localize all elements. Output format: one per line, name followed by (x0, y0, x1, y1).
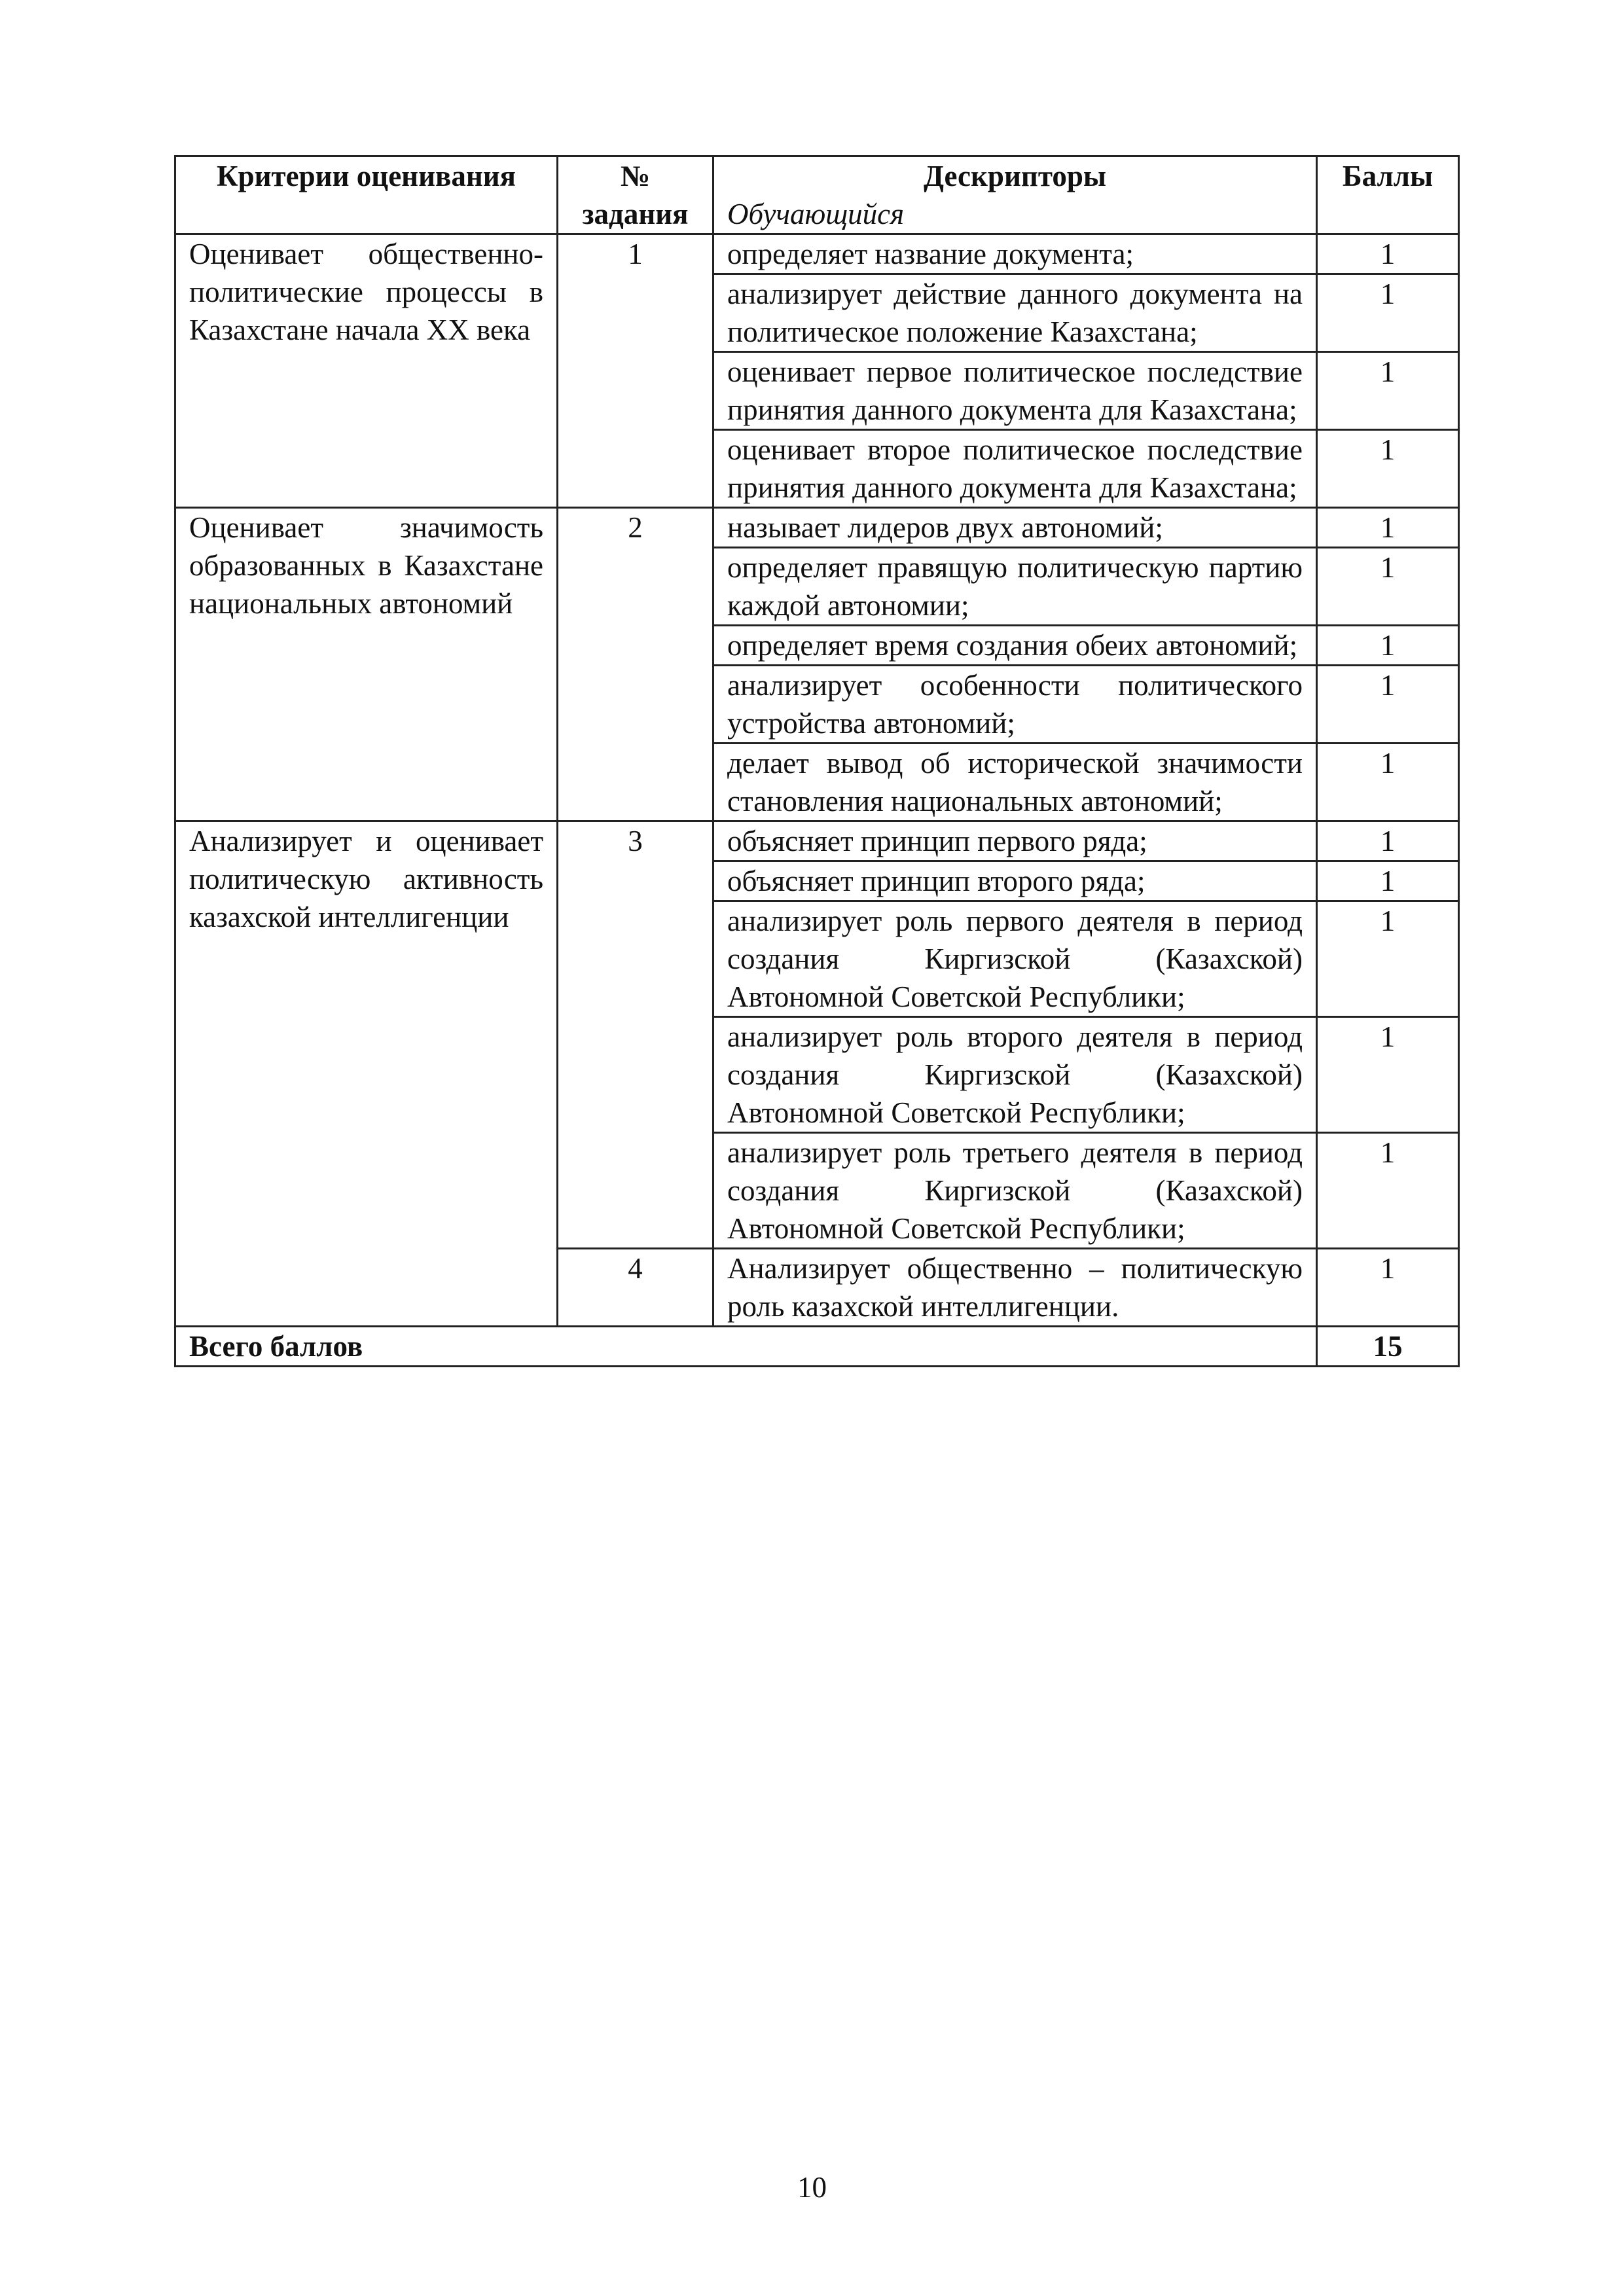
descriptor-cell: определяет правящую политическую партию каждой автономии; (713, 548, 1317, 626)
score-cell: 1 (1317, 234, 1459, 274)
assessment-rubric-table (174, 155, 1460, 1367)
table-row (175, 821, 1459, 861)
task-number-cell: 1 (558, 234, 713, 508)
task-number-cell: 2 (558, 508, 713, 821)
score-cell: 1 (1317, 744, 1459, 821)
descriptor-cell: анализирует особенности политического устройства автономий; (713, 666, 1317, 744)
score-cell: 1 (1317, 352, 1459, 430)
score-cell: 1 (1317, 1249, 1459, 1327)
score-cell: 1 (1317, 666, 1459, 744)
score-cell: 1 (1317, 1133, 1459, 1249)
table-header-row (175, 156, 1459, 234)
table-row (175, 234, 1459, 274)
criterion-cell: Оценивает общественно-политические процессы в Казахстане начала XX века (175, 234, 558, 508)
descriptor-cell: объясняет принцип первого ряда; (713, 821, 1317, 861)
score-cell: 1 (1317, 508, 1459, 548)
score-cell: 1 (1317, 1017, 1459, 1133)
descriptor-cell: оценивает второе политическое последствие принятия данного документа для Казахстана; (713, 430, 1317, 508)
descriptor-cell: называет лидеров двух автономий; (713, 508, 1317, 548)
score-cell: 1 (1317, 626, 1459, 666)
criterion-cell: Оценивает значимость образованных в Казахстане национальных автономий (175, 508, 558, 821)
descriptor-cell: определяет название документа; (713, 234, 1317, 274)
descriptor-cell: Анализирует общественно – политическую роль казахской интеллигенции. (713, 1249, 1317, 1327)
rubric-body (175, 234, 1459, 1327)
table-row (175, 508, 1459, 548)
score-cell: 1 (1317, 901, 1459, 1017)
header-descriptors-subtitle: Обучающийся (727, 198, 905, 230)
descriptor-cell: делает вывод об исторической значимости становления национальных автономий; (713, 744, 1317, 821)
score-cell: 1 (1317, 861, 1459, 901)
task-number-cell: 3 (558, 821, 713, 1249)
score-cell: 1 (1317, 430, 1459, 508)
header-criteria: Критерии оценивания (175, 156, 558, 234)
descriptor-cell: объясняет принцип второго ряда; (713, 861, 1317, 901)
header-descriptors-title: Дескрипторы (924, 160, 1106, 192)
criterion-cell: Анализирует и оценивает политическую активность казахской интеллигенции (175, 821, 558, 1327)
descriptor-cell: анализирует роль второго деятеля в период создания Киргизской (Казахской) Автономной Советской Республики; (713, 1017, 1317, 1133)
task-number-cell: 4 (558, 1249, 713, 1327)
descriptor-cell: анализирует действие данного документа на политическое положение Казахстана; (713, 274, 1317, 352)
descriptor-cell: оценивает первое политическое последствие принятия данного документа для Казахстана; (713, 352, 1317, 430)
descriptor-cell: определяет время создания обеих автономий; (713, 626, 1317, 666)
header-descriptors (713, 156, 1317, 234)
score-cell: 1 (1317, 274, 1459, 352)
total-label: Всего баллов (175, 1327, 1317, 1367)
descriptor-cell: анализирует роль третьего деятеля в период создания Киргизской (Казахской) Автономной Советской Республики; (713, 1133, 1317, 1249)
total-row (175, 1327, 1459, 1367)
score-cell: 1 (1317, 548, 1459, 626)
header-score: Баллы (1317, 156, 1459, 234)
page-number: 10 (797, 2171, 827, 2204)
descriptor-cell: анализирует роль первого деятеля в период создания Киргизской (Казахской) Автономной Советской Республики; (713, 901, 1317, 1017)
total-score: 15 (1317, 1327, 1459, 1367)
header-task-number: № задания (558, 156, 713, 234)
score-cell: 1 (1317, 821, 1459, 861)
